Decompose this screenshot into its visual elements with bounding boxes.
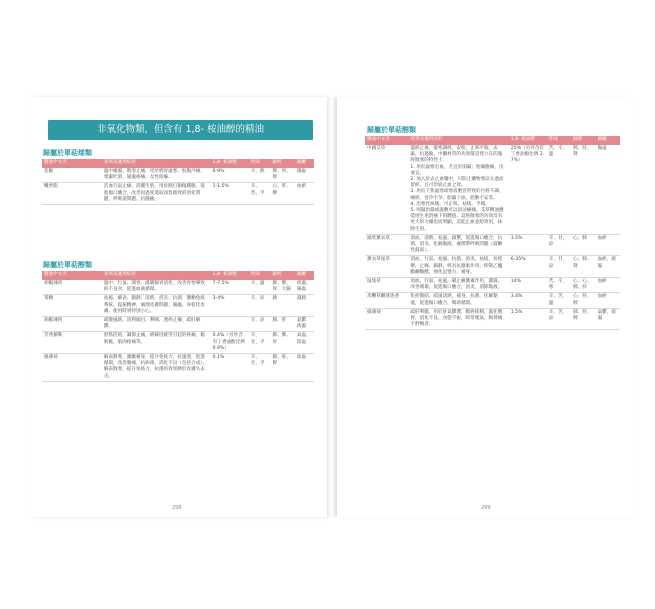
table-row bbox=[365, 278, 620, 293]
table-header-row bbox=[365, 136, 620, 145]
cell-nature-taste: 苦，辛，寒 bbox=[547, 278, 571, 293]
cell-cineole-content: 6-9% bbox=[211, 168, 249, 183]
cell-nature-taste: 辛，甘，平 bbox=[249, 332, 271, 354]
column-header-effects: 效果及適用症狀 bbox=[102, 271, 211, 280]
cell-effects: 化瘀散結，疏風清熱，補身，抗菌，化解黏液，促進傷口癒合，幫助循環。 bbox=[408, 293, 508, 308]
cell-nature-taste: 辛，甘，涼 bbox=[547, 234, 571, 256]
cell-constitution: 痰濕，陽虛 bbox=[295, 280, 314, 295]
cell-effects: 疏肝利膽，用於肝氣鬱滯，膽經痰積，濕化脾胃，消化不良，食慾不振，時常噯氣，胸脅痛不舒暢者。 bbox=[408, 308, 508, 330]
column-header-nature-taste: 性味 bbox=[249, 271, 271, 280]
cell-meridian: 肺、肝、腎 bbox=[270, 354, 294, 382]
column-header-constitution: 歸屬 bbox=[295, 159, 314, 168]
book-spine bbox=[327, 97, 337, 517]
cell-meridian: 脾、肝、腎 bbox=[571, 145, 595, 234]
cell-meridian: 肺、肝、脾 bbox=[571, 308, 595, 330]
cell-constitution: 陽虛 bbox=[596, 145, 620, 234]
table-row bbox=[42, 280, 314, 295]
column-header-cineole-content: 1,8- 桉油醇 bbox=[211, 159, 249, 168]
cell-effects: 舒筋活絡，調節止痛，緩解因疲勞引起的疼痛，鬆筋鬆，肌肉疼痛等。 bbox=[102, 332, 211, 354]
table-header-row bbox=[42, 159, 314, 168]
column-header-oil-name: 精油中文名 bbox=[42, 271, 102, 280]
table-row bbox=[365, 145, 620, 234]
cell-oil-name: 頭狀薰衣草 bbox=[365, 234, 408, 256]
cell-constitution: 陰虛 bbox=[295, 354, 314, 382]
essential-oil-table-monoterpenols-cont bbox=[365, 136, 620, 330]
cell-effects: 消血，行氣、祛風、抗菌、消炎、祛痰，抗痙攣，止痛，鎮靜，經具抗激素作用，抑制乙醯膽鹼酶酵，強化記憶力，補身。 bbox=[408, 256, 508, 278]
cell-effects: 溫中燥濕，散寒止痛，用於脾胃虛寒、脘腹冷痛、寒濕吐瀉、風濕疼痛、女性陰癢。 bbox=[102, 168, 211, 183]
table-row bbox=[365, 293, 620, 308]
column-header-constitution: 歸屬 bbox=[596, 136, 620, 145]
right-page bbox=[337, 97, 633, 517]
cell-cineole-content: 7-7.5% bbox=[211, 280, 249, 295]
section-title-monoterpenols: 歸屬於單萜醇類 bbox=[43, 261, 92, 269]
cell-cineole-content: 0.1% bbox=[211, 354, 249, 382]
column-header-cineole-content: 1,8- 桉油醇 bbox=[509, 136, 547, 145]
cell-cineole-content: 3-4% bbox=[211, 295, 249, 317]
essential-oil-table-monoterpenols bbox=[42, 271, 314, 382]
chapter-banner: 非氧化物類，但含有 1,8- 桉油醇的精油 bbox=[48, 120, 313, 140]
column-header-oil-name: 精油中文名 bbox=[42, 159, 102, 168]
cell-effects: 活血行氣止痛，消腫生肌，用於跌打損傷腫脹，促進傷口癒合，改善因過度進取而負擔致的消化問題、呼吸道問題、抗腫瘤。 bbox=[102, 183, 211, 205]
cell-nature-taste: 辛，苦，涼 bbox=[547, 308, 571, 330]
cell-constitution: 血瘀，痰濕 bbox=[596, 256, 620, 278]
column-header-nature-taste: 性味 bbox=[547, 136, 571, 145]
cell-meridian: 肺、脾、胃、大腸 bbox=[270, 280, 294, 295]
page-number: 298 bbox=[172, 505, 182, 511]
cell-cineole-content: 1.5% bbox=[509, 308, 547, 330]
column-header-effects: 效果及適用症狀 bbox=[102, 159, 211, 168]
cell-nature-taste: 辛，熱 bbox=[249, 168, 271, 183]
cell-oil-name: 綠薄荷 bbox=[365, 308, 408, 330]
cell-constitution: 血瘀 bbox=[596, 293, 620, 308]
cell-effects: 消血、清熱、祛風、鎮驚，促進傷口癒合，抗菌，消炎，化解黏液，處理帶呼吸問題（鼓嗽性鼓氣）。 bbox=[408, 234, 508, 256]
cell-cineole-content: 6-35% bbox=[509, 256, 547, 278]
column-header-oil-name: 精油中文名 bbox=[365, 136, 408, 145]
column-header-nature-taste: 性味 bbox=[249, 159, 271, 168]
column-header-meridian: 歸經 bbox=[571, 136, 595, 145]
table-row bbox=[365, 234, 620, 256]
cell-meridian: 心、肝、脾 bbox=[270, 183, 294, 205]
table-row bbox=[42, 317, 314, 332]
cell-oil-name: 中國艾草 bbox=[365, 145, 408, 234]
cell-constitution: 血瘀 bbox=[295, 183, 314, 205]
cell-meridian: 肺 bbox=[270, 295, 294, 317]
cell-nature-taste: 辛，涼 bbox=[249, 295, 271, 317]
cell-constitution: 血瘀 bbox=[596, 234, 620, 256]
cell-constitution: 濕熱 bbox=[295, 295, 314, 317]
cell-cineole-content: 3.5% bbox=[509, 234, 547, 256]
table-row bbox=[365, 256, 620, 278]
cell-cineole-content: 0.4%（另外含有丁香油酚比例 0.9%） bbox=[211, 332, 249, 354]
cell-effects: 消血、行氣、祛風，賦止痛激素作用，潔濕、改善循環，促進傷口癒合，消炎，消除黏液。 bbox=[408, 278, 508, 293]
cell-nature-taste: 辛，溫 bbox=[249, 280, 271, 295]
cell-oil-name: 茶樹 bbox=[42, 295, 102, 317]
column-header-constitution: 歸屬 bbox=[295, 271, 314, 280]
cell-meridian: 心、肺、腎 bbox=[571, 256, 595, 278]
cell-oil-name: 綠薄荷 bbox=[42, 354, 102, 382]
cell-meridian: 肺、脾、肝 bbox=[270, 332, 294, 354]
cell-oil-name: 花椒 bbox=[42, 168, 102, 183]
column-header-meridian: 歸經 bbox=[270, 159, 294, 168]
cell-oil-name: 馬鞭草酮迷迭香 bbox=[365, 293, 408, 308]
cell-meridian: 心、心、脾、肝 bbox=[571, 278, 595, 293]
cell-constitution: 陽虛 bbox=[295, 168, 314, 183]
page-number: 299 bbox=[481, 505, 491, 511]
cell-oil-name: 胡椒薄荷 bbox=[42, 280, 102, 295]
cell-meridian: 心、肝、脾 bbox=[571, 293, 595, 308]
table-row bbox=[42, 332, 314, 354]
cell-effects: 溫中、行氣、開胃，溫暖腸胃消化，改善胃寒導致的不良食，促進血液循環。 bbox=[102, 280, 211, 295]
essential-oil-table-monoterpenes bbox=[42, 159, 314, 205]
cell-cineole-content: 1-1.5% bbox=[211, 183, 249, 205]
cell-oil-name: 薰衣草尾草 bbox=[365, 256, 408, 278]
column-header-cineole-content: 1,8- 桉油醇 bbox=[211, 271, 249, 280]
section-title-monoterpenols-cont: 歸屬於單萜醇類 bbox=[367, 126, 416, 134]
cell-meridian: 心、肺 bbox=[571, 234, 595, 256]
cell-oil-name: 芳香羅勒 bbox=[42, 332, 102, 354]
cell-oil-name: 欖香脂 bbox=[42, 183, 102, 205]
cell-effects: 解表散寒，激勵補身，提升免疫力，抗風寒，促進循環，改善腹痛，抗病毒，消化不良（包括合成），解表散寒，提升免疫力，抗菌的效果勝於皮膚失去尖。 bbox=[102, 354, 211, 382]
cell-oil-name: 胡椒薄荷 bbox=[42, 317, 102, 332]
cell-constitution: 氣鬱，痰濕 bbox=[295, 317, 314, 332]
cell-nature-taste: 辛、苦、平 bbox=[249, 183, 271, 205]
cell-effects: 疏散風熱，清利頭目，利咽，透疹止癢，疏肝解鬱。 bbox=[102, 317, 211, 332]
cell-nature-taste: 辛、甘，平 bbox=[249, 354, 271, 382]
table-row bbox=[42, 295, 314, 317]
cell-cineole-content: 25%（另外含有丁香油酚比例 2.7%） bbox=[509, 145, 547, 234]
table-row bbox=[42, 354, 314, 382]
cell-constitution: 氣虛，陰虛 bbox=[295, 332, 314, 354]
cell-oil-name: 鼠尾草 bbox=[365, 278, 408, 293]
cell-cineole-content: 14% bbox=[509, 278, 547, 293]
cell-constitution: 氣鬱，痰濕 bbox=[596, 308, 620, 330]
left-page bbox=[31, 97, 327, 517]
cell-effects: 祛風、解表、鎮靜、清熱，消炎、抗菌，激勵免疫系統。提振精神，處理皮膚問題、腸蟲，喜乾化皮膚、使用時須特別小心。 bbox=[102, 295, 211, 317]
cell-nature-taste: 辛，甘，涼 bbox=[547, 256, 571, 278]
table-row bbox=[42, 183, 314, 205]
table-row bbox=[42, 168, 314, 183]
cell-meridian: 肺、肝 bbox=[270, 317, 294, 332]
table-row bbox=[365, 308, 620, 330]
cell-meridian: 脾、胃、腎 bbox=[270, 168, 294, 183]
cell-constitution: 血瘀 bbox=[596, 278, 620, 293]
cell-cineole-content bbox=[211, 317, 249, 332]
column-header-effects: 效果及適用症狀 bbox=[408, 136, 508, 145]
section-title-monoterpenes: 歸屬於單萜烯類 bbox=[43, 149, 92, 157]
cell-nature-taste: 辛，涼 bbox=[249, 317, 271, 332]
cell-nature-taste: 辛，苦，溫 bbox=[547, 293, 571, 308]
table-header-row bbox=[42, 271, 314, 280]
cell-cineole-content: 3.4% bbox=[509, 293, 547, 308]
cell-effects: 溫經止血，散寒調經，安胎，止咳平喘，去濕，抗過敏，中藥材常的功效都是建立在的溫經散寒的特性上： 1. 用於虛寒出血，尤宜於崩漏；胎漏腹痛，出血宜。 2. 加入於去止血藥中，可防止藥物寒涼太過而留瘀，且可治崩止血之效。 3. 用於下焦虛寒或寒客胞宮所致的月經不調、痛經、宮冷不孕，胎漏下血，胎動不安等。 4. 治寒性咳喘，可止咳、祛痰、平喘。 5. 則濕治濕或濕敷可以消涼癢痛，艾草精油應能則生用消痛下的體值。這經散寒的功效沒有更大的力據也而明顯，這能止血並紛效用，抹除生用。 bbox=[408, 145, 508, 234]
cell-nature-taste: 苦、辛，溫 bbox=[547, 145, 571, 234]
column-header-meridian: 歸經 bbox=[270, 271, 294, 280]
